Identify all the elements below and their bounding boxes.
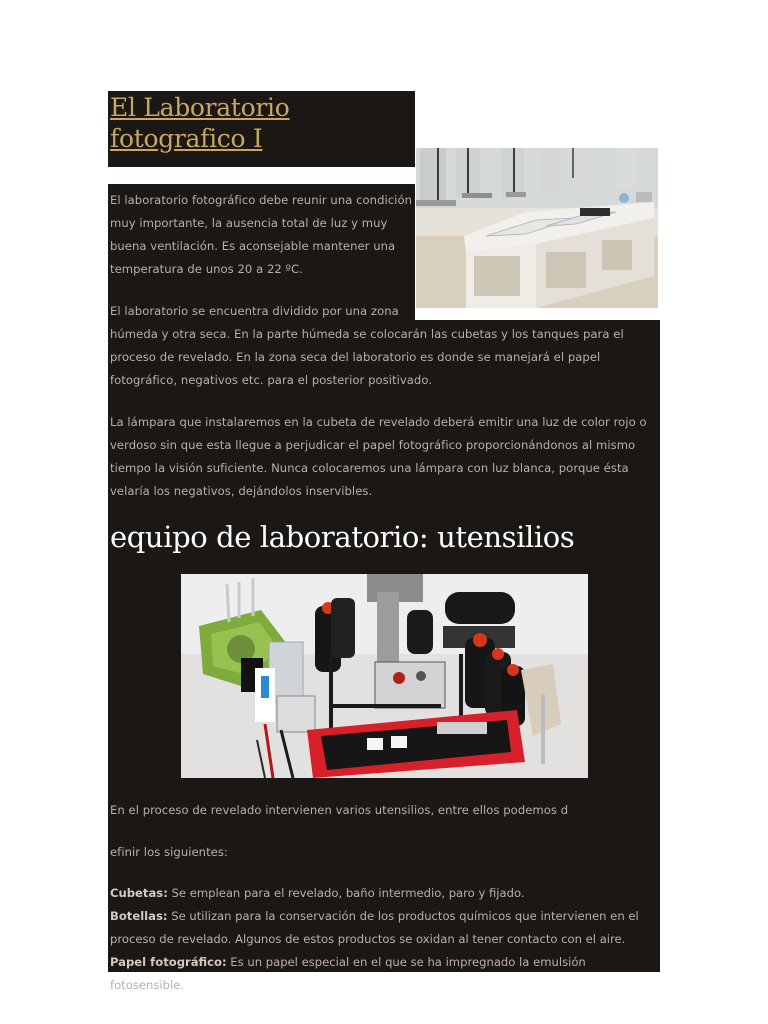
title-line-2: fotografico I — [110, 124, 263, 153]
page-title — [110, 92, 290, 154]
definition-term: Papel fotográfico: — [110, 955, 227, 969]
definition-text: Es un papel especial en el que se ha impregnado la emulsión fotosensible. — [110, 955, 586, 992]
definition-term: Botellas: — [110, 909, 168, 923]
section-paragraph-1: En el proceso de revelado intervienen varios utensilios, entre ellos podemos d — [110, 803, 569, 817]
definition-term: Cubetas: — [110, 886, 168, 900]
definition-item — [110, 905, 658, 951]
definition-text: Se emplean para el revelado, baño intermedio, paro y fijado. — [167, 886, 525, 900]
lab-equipment-photo — [181, 574, 588, 778]
definition-list — [110, 882, 658, 997]
definition-text: Se utilizan para la conservación de los productos químicos que intervienen en el proceso de revelado. Algunos de estos productos se oxidan al tener contacto con el aire. — [110, 909, 639, 946]
definition-item — [110, 882, 658, 905]
intro-paragraph-2: húmeda y otra seca. En la parte húmeda se colocarán las cubetas y los tanques para el proceso de revelado. En la zona seca del laboratorio es donde se manejará el papel fotográfico, negativos etc. para el posterior positivado. — [110, 327, 624, 387]
section-heading: equipo de laboratorio: utensilios — [110, 520, 575, 554]
title-line-1: El Laboratorio — [110, 93, 290, 122]
intro-paragraph-3: La lámpara que instalaremos en la cubeta de revelado deberá emitir una luz de color rojo o verdoso sin que esta llegue a perjudicar el papel fotográfico proporcionándonos al mismo tiempo la visión suficiente. Nunca colocaremos una lámpara con luz blanca, porque ésta velaría los negativos, dejándolos inservibles. — [110, 415, 647, 498]
darkroom-photo — [416, 148, 658, 308]
definition-item — [110, 951, 658, 997]
intro-paragraph-2-start: El laboratorio se encuentra dividido por una zona — [110, 304, 399, 318]
section-paragraph-2: efinir los siguientes: — [110, 845, 228, 859]
intro-paragraph-1: El laboratorio fotográfico debe reunir una condición muy importante, la ausencia total de luz y muy buena ventilación. Es aconsejable mantener una temperatura de unos 20 a 22 ºC. — [110, 193, 412, 276]
